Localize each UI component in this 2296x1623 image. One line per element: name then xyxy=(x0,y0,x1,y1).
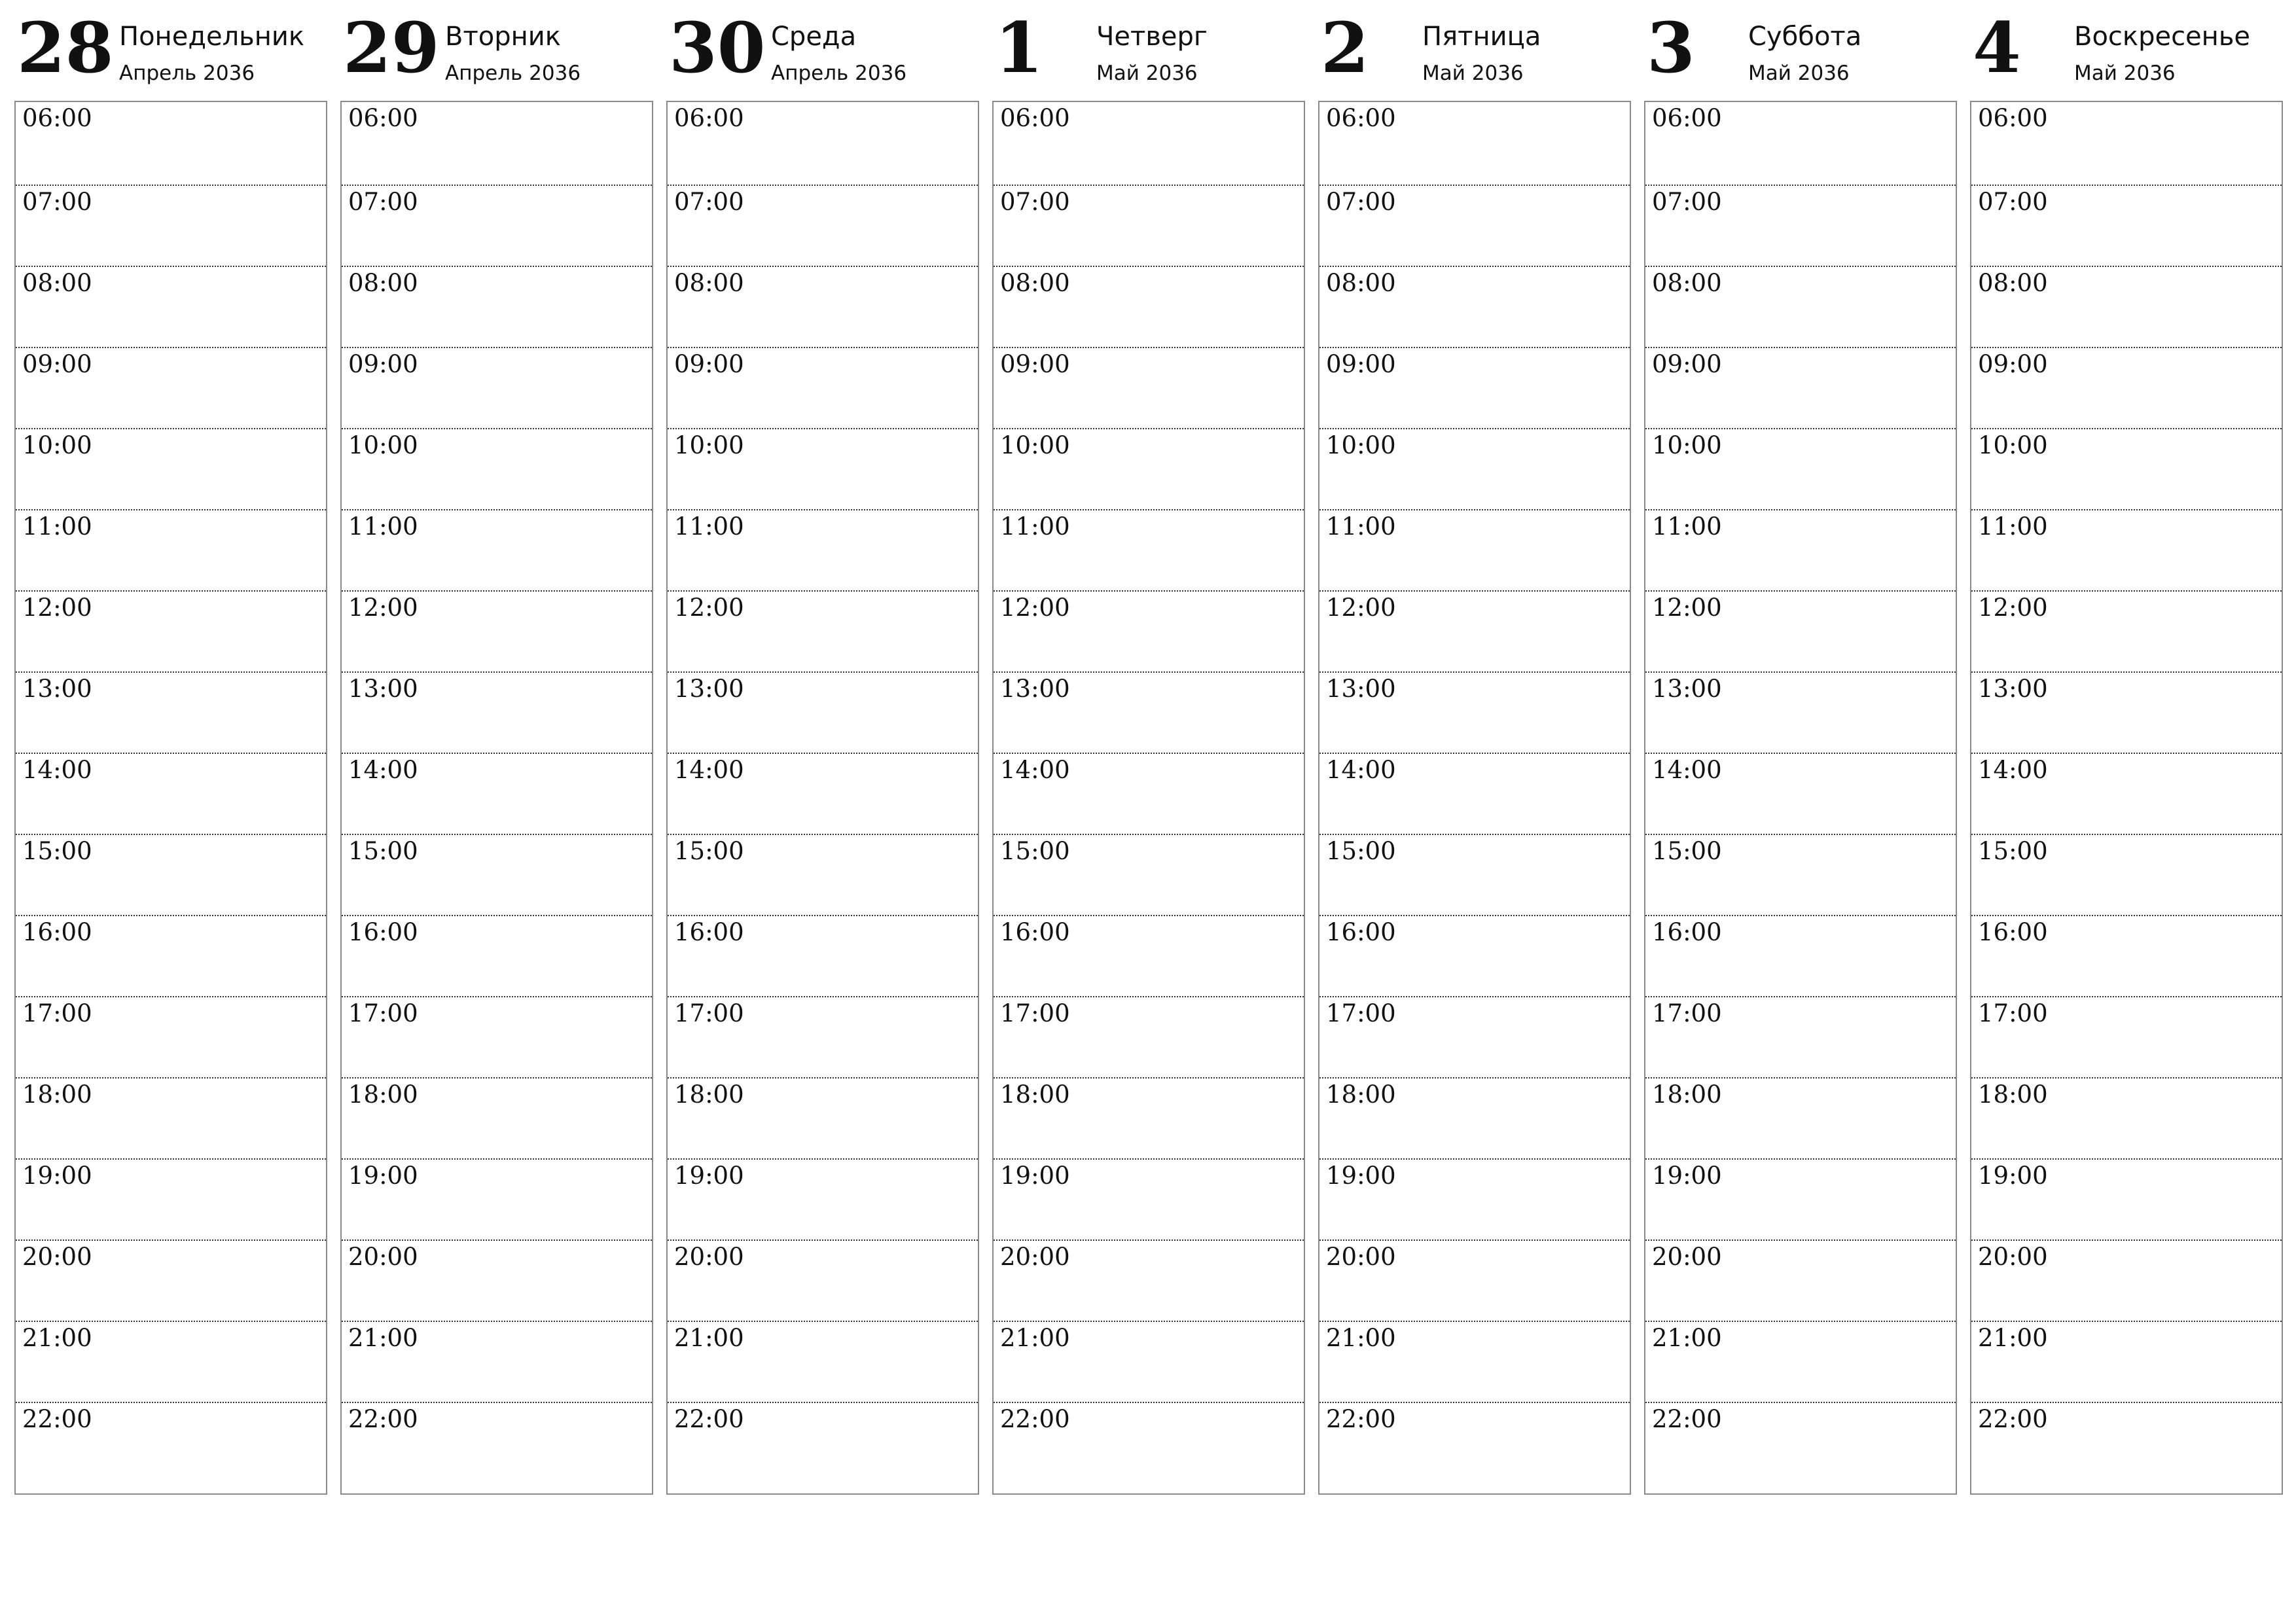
day-header xyxy=(1644,0,1957,101)
hour-label: 21:00 xyxy=(22,1324,92,1352)
hour-slot[interactable] xyxy=(1645,1077,1956,1158)
day-header xyxy=(340,0,653,101)
hour-label: 10:00 xyxy=(22,431,92,459)
day-number: 2 xyxy=(1321,7,1369,88)
weekday-name: Вторник xyxy=(445,22,561,52)
hour-label: 20:00 xyxy=(1000,1243,1070,1271)
hours-box xyxy=(666,101,979,1495)
hour-label: 20:00 xyxy=(1326,1243,1396,1271)
hour-label: 06:00 xyxy=(1652,104,1722,132)
hour-slot[interactable] xyxy=(1319,834,1630,915)
hour-slot[interactable] xyxy=(1971,266,2282,347)
hour-label: 06:00 xyxy=(1978,104,2048,132)
day-column xyxy=(666,0,979,1433)
hour-slot[interactable] xyxy=(1319,590,1630,671)
hour-slot[interactable] xyxy=(16,428,326,509)
hour-label: 13:00 xyxy=(1978,675,2048,703)
hour-label: 16:00 xyxy=(348,918,418,946)
hour-slot[interactable] xyxy=(668,102,978,185)
hour-label: 18:00 xyxy=(1326,1080,1396,1109)
hour-slot[interactable] xyxy=(1971,185,2282,266)
hour-label: 14:00 xyxy=(1652,756,1722,784)
hour-label: 17:00 xyxy=(1000,999,1070,1027)
hour-label: 19:00 xyxy=(348,1162,418,1190)
hour-label: 09:00 xyxy=(348,350,418,378)
month-year: Май 2036 xyxy=(1422,62,1524,85)
hour-label: 19:00 xyxy=(674,1162,744,1190)
hour-slot[interactable] xyxy=(994,102,1304,185)
hour-label: 20:00 xyxy=(1978,1243,2048,1271)
hour-slot[interactable] xyxy=(994,915,1304,996)
month-year: Май 2036 xyxy=(1096,62,1198,85)
hour-label: 22:00 xyxy=(1326,1405,1396,1433)
hour-slot[interactable] xyxy=(1319,1240,1630,1321)
hour-label: 16:00 xyxy=(1978,918,2048,946)
hour-label: 19:00 xyxy=(1978,1162,2048,1190)
hour-slot[interactable] xyxy=(994,1240,1304,1321)
hour-slot[interactable] xyxy=(342,347,652,428)
hours-box xyxy=(1318,101,1631,1495)
hour-label: 22:00 xyxy=(1000,1405,1070,1433)
month-year: Май 2036 xyxy=(1748,62,1850,85)
hour-slot[interactable] xyxy=(668,185,978,266)
hour-slot[interactable] xyxy=(1319,266,1630,347)
hour-label: 06:00 xyxy=(22,104,92,132)
hour-slot[interactable] xyxy=(16,915,326,996)
hour-slot[interactable] xyxy=(342,996,652,1077)
hour-label: 17:00 xyxy=(1652,999,1722,1027)
hour-slot[interactable] xyxy=(1319,753,1630,834)
hour-slot[interactable] xyxy=(668,347,978,428)
hour-slot[interactable] xyxy=(1645,509,1956,590)
hour-slot[interactable] xyxy=(668,915,978,996)
hour-slot[interactable] xyxy=(342,1158,652,1240)
hour-slot[interactable] xyxy=(342,102,652,185)
hour-label: 16:00 xyxy=(1326,918,1396,946)
hour-slot[interactable] xyxy=(16,590,326,671)
hour-label: 13:00 xyxy=(22,675,92,703)
hour-label: 21:00 xyxy=(1652,1324,1722,1352)
hours-box xyxy=(14,101,327,1495)
hour-slot[interactable] xyxy=(1319,1158,1630,1240)
hour-slot[interactable] xyxy=(342,185,652,266)
weekday-name: Пятница xyxy=(1422,22,1541,52)
hour-slot[interactable] xyxy=(1971,428,2282,509)
hour-label: 12:00 xyxy=(1000,594,1070,622)
hour-slot[interactable] xyxy=(668,1077,978,1158)
weekday-name: Четверг xyxy=(1096,22,1208,52)
hour-label: 10:00 xyxy=(348,431,418,459)
hour-label: 11:00 xyxy=(22,512,92,541)
hour-slot[interactable] xyxy=(994,428,1304,509)
hour-slot[interactable] xyxy=(994,1158,1304,1240)
hour-slot[interactable] xyxy=(1319,347,1630,428)
hour-slot[interactable] xyxy=(1645,428,1956,509)
day-column xyxy=(1644,0,1957,1433)
hour-label: 20:00 xyxy=(674,1243,744,1271)
hour-label: 08:00 xyxy=(674,269,744,297)
hour-slot[interactable] xyxy=(342,509,652,590)
hour-label: 14:00 xyxy=(1326,756,1396,784)
day-header xyxy=(14,0,327,101)
hour-slot[interactable] xyxy=(1645,1321,1956,1402)
hour-slot[interactable] xyxy=(16,1402,326,1483)
hour-slot[interactable] xyxy=(1645,347,1956,428)
hour-label: 22:00 xyxy=(348,1405,418,1433)
hour-slot[interactable] xyxy=(668,1321,978,1402)
hour-slot[interactable] xyxy=(1319,915,1630,996)
hour-slot[interactable] xyxy=(1971,1240,2282,1321)
hour-slot[interactable] xyxy=(994,185,1304,266)
hour-label: 11:00 xyxy=(674,512,744,541)
hour-label: 09:00 xyxy=(1000,350,1070,378)
hour-slot[interactable] xyxy=(668,671,978,753)
hour-label: 14:00 xyxy=(22,756,92,784)
hour-slot[interactable] xyxy=(16,102,326,185)
hour-label: 06:00 xyxy=(348,104,418,132)
hour-label: 14:00 xyxy=(1978,756,2048,784)
weekday-name: Среда xyxy=(771,22,857,52)
hour-slot[interactable] xyxy=(668,1402,978,1483)
hour-slot[interactable] xyxy=(994,266,1304,347)
hour-label: 09:00 xyxy=(1978,350,2048,378)
weekday-name: Суббота xyxy=(1748,22,1862,52)
hour-label: 15:00 xyxy=(1000,837,1070,865)
hour-label: 13:00 xyxy=(1652,675,1722,703)
hour-slot[interactable] xyxy=(16,185,326,266)
hour-label: 19:00 xyxy=(22,1162,92,1190)
hour-label: 09:00 xyxy=(1652,350,1722,378)
hour-label: 10:00 xyxy=(674,431,744,459)
hour-label: 06:00 xyxy=(1326,104,1396,132)
hour-slot[interactable] xyxy=(342,266,652,347)
hour-label: 08:00 xyxy=(1000,269,1070,297)
day-header xyxy=(666,0,979,101)
day-column xyxy=(340,0,653,1433)
hour-label: 13:00 xyxy=(348,675,418,703)
day-column xyxy=(992,0,1305,1433)
hour-slot[interactable] xyxy=(668,266,978,347)
hour-label: 20:00 xyxy=(1652,1243,1722,1271)
day-column xyxy=(1970,0,2283,1433)
day-number: 29 xyxy=(343,7,440,88)
hour-label: 06:00 xyxy=(1000,104,1070,132)
hour-slot[interactable] xyxy=(1645,1402,1956,1483)
hour-label: 16:00 xyxy=(1652,918,1722,946)
hour-label: 11:00 xyxy=(1000,512,1070,541)
hour-slot[interactable] xyxy=(994,996,1304,1077)
hour-label: 07:00 xyxy=(674,188,744,216)
hour-label: 07:00 xyxy=(1652,188,1722,216)
hour-label: 08:00 xyxy=(1326,269,1396,297)
hour-slot[interactable] xyxy=(342,1321,652,1402)
hour-slot[interactable] xyxy=(1971,347,2282,428)
hour-slot[interactable] xyxy=(1645,1240,1956,1321)
hour-label: 12:00 xyxy=(1326,594,1396,622)
hour-label: 12:00 xyxy=(22,594,92,622)
hour-label: 13:00 xyxy=(1000,675,1070,703)
hour-label: 09:00 xyxy=(22,350,92,378)
hour-label: 09:00 xyxy=(1326,350,1396,378)
hour-label: 10:00 xyxy=(1652,431,1722,459)
hour-slot[interactable] xyxy=(668,590,978,671)
hour-label: 18:00 xyxy=(1000,1080,1070,1109)
hour-slot[interactable] xyxy=(668,428,978,509)
hour-label: 07:00 xyxy=(1000,188,1070,216)
hour-slot[interactable] xyxy=(1971,671,2282,753)
hour-label: 17:00 xyxy=(1326,999,1396,1027)
hour-slot[interactable] xyxy=(994,671,1304,753)
hour-label: 17:00 xyxy=(1978,999,2048,1027)
hour-label: 07:00 xyxy=(348,188,418,216)
hour-slot[interactable] xyxy=(1319,509,1630,590)
hour-slot[interactable] xyxy=(16,834,326,915)
hour-slot[interactable] xyxy=(994,509,1304,590)
hour-slot[interactable] xyxy=(1971,753,2282,834)
hour-label: 15:00 xyxy=(348,837,418,865)
hour-label: 10:00 xyxy=(1326,431,1396,459)
hour-label: 11:00 xyxy=(1652,512,1722,541)
hour-slot[interactable] xyxy=(16,1240,326,1321)
hour-slot[interactable] xyxy=(1319,185,1630,266)
hour-slot[interactable] xyxy=(16,347,326,428)
day-column xyxy=(14,0,327,1433)
hour-slot[interactable] xyxy=(1645,266,1956,347)
hour-label: 21:00 xyxy=(348,1324,418,1352)
hour-label: 09:00 xyxy=(674,350,744,378)
hour-slot[interactable] xyxy=(1645,1158,1956,1240)
hour-label: 08:00 xyxy=(22,269,92,297)
weekday-name: Понедельник xyxy=(119,22,305,52)
hour-label: 21:00 xyxy=(674,1324,744,1352)
hour-label: 08:00 xyxy=(1978,269,2048,297)
hour-label: 16:00 xyxy=(22,918,92,946)
hour-label: 15:00 xyxy=(1652,837,1722,865)
hours-box xyxy=(1644,101,1957,1495)
hours-box xyxy=(340,101,653,1495)
hour-label: 12:00 xyxy=(1978,594,2048,622)
hour-slot[interactable] xyxy=(1971,915,2282,996)
day-number: 3 xyxy=(1647,7,1695,88)
hour-label: 18:00 xyxy=(1978,1080,2048,1109)
hour-slot[interactable] xyxy=(668,509,978,590)
hour-slot[interactable] xyxy=(994,590,1304,671)
hour-label: 21:00 xyxy=(1978,1324,2048,1352)
hour-label: 20:00 xyxy=(348,1243,418,1271)
hour-slot[interactable] xyxy=(342,915,652,996)
day-number: 1 xyxy=(995,7,1043,88)
hour-slot[interactable] xyxy=(994,1077,1304,1158)
hour-slot[interactable] xyxy=(994,1321,1304,1402)
day-number: 28 xyxy=(17,7,114,88)
hour-slot[interactable] xyxy=(342,834,652,915)
hour-label: 18:00 xyxy=(1652,1080,1722,1109)
hours-box xyxy=(1970,101,2283,1495)
hour-slot[interactable] xyxy=(668,753,978,834)
hour-label: 18:00 xyxy=(22,1080,92,1109)
hour-label: 13:00 xyxy=(674,675,744,703)
hour-label: 07:00 xyxy=(22,188,92,216)
hour-slot[interactable] xyxy=(1319,996,1630,1077)
hour-slot[interactable] xyxy=(994,1402,1304,1483)
hour-label: 14:00 xyxy=(1000,756,1070,784)
hour-slot[interactable] xyxy=(16,266,326,347)
hour-slot[interactable] xyxy=(668,834,978,915)
hour-slot[interactable] xyxy=(16,753,326,834)
hour-slot[interactable] xyxy=(1319,671,1630,753)
hour-label: 22:00 xyxy=(22,1405,92,1433)
hour-label: 19:00 xyxy=(1652,1162,1722,1190)
hour-slot[interactable] xyxy=(1971,1077,2282,1158)
hour-label: 22:00 xyxy=(1652,1405,1722,1433)
hour-slot[interactable] xyxy=(342,1402,652,1483)
hour-label: 12:00 xyxy=(348,594,418,622)
hour-slot[interactable] xyxy=(342,428,652,509)
day-header xyxy=(1318,0,1631,101)
hour-label: 15:00 xyxy=(1978,837,2048,865)
hour-label: 11:00 xyxy=(1978,512,2048,541)
hour-slot[interactable] xyxy=(994,834,1304,915)
hour-slot[interactable] xyxy=(16,1321,326,1402)
hour-label: 14:00 xyxy=(674,756,744,784)
hour-label: 17:00 xyxy=(22,999,92,1027)
hour-label: 11:00 xyxy=(1326,512,1396,541)
hour-slot[interactable] xyxy=(16,509,326,590)
hour-label: 16:00 xyxy=(674,918,744,946)
day-number: 4 xyxy=(1973,7,2021,88)
hour-slot[interactable] xyxy=(668,1158,978,1240)
day-header xyxy=(992,0,1305,101)
hour-label: 10:00 xyxy=(1000,431,1070,459)
hour-label: 22:00 xyxy=(674,1405,744,1433)
hour-slot[interactable] xyxy=(342,590,652,671)
hour-slot[interactable] xyxy=(342,671,652,753)
hour-slot[interactable] xyxy=(1645,915,1956,996)
hour-slot[interactable] xyxy=(1645,185,1956,266)
hour-slot[interactable] xyxy=(668,1240,978,1321)
hour-label: 07:00 xyxy=(1326,188,1396,216)
day-number: 30 xyxy=(669,7,766,88)
month-year: Апрель 2036 xyxy=(445,62,581,85)
month-year: Апрель 2036 xyxy=(119,62,255,85)
hour-slot[interactable] xyxy=(1971,1158,2282,1240)
hour-slot[interactable] xyxy=(1971,1321,2282,1402)
month-year: Апрель 2036 xyxy=(771,62,907,85)
hour-label: 12:00 xyxy=(674,594,744,622)
hour-slot[interactable] xyxy=(1319,428,1630,509)
hour-slot[interactable] xyxy=(994,347,1304,428)
day-header xyxy=(1970,0,2283,101)
hour-slot[interactable] xyxy=(1971,996,2282,1077)
hour-label: 06:00 xyxy=(674,104,744,132)
hour-label: 11:00 xyxy=(348,512,418,541)
weekday-name: Воскресенье xyxy=(2074,22,2251,52)
hour-label: 20:00 xyxy=(22,1243,92,1271)
hour-label: 08:00 xyxy=(348,269,418,297)
hour-label: 17:00 xyxy=(348,999,418,1027)
hour-label: 12:00 xyxy=(1652,594,1722,622)
hour-slot[interactable] xyxy=(1971,590,2282,671)
hour-slot[interactable] xyxy=(1971,1402,2282,1483)
hour-label: 18:00 xyxy=(674,1080,744,1109)
hour-label: 21:00 xyxy=(1326,1324,1396,1352)
hour-slot[interactable] xyxy=(1319,102,1630,185)
hour-slot[interactable] xyxy=(1319,1321,1630,1402)
hour-label: 18:00 xyxy=(348,1080,418,1109)
hour-slot[interactable] xyxy=(342,1240,652,1321)
hour-label: 10:00 xyxy=(1978,431,2048,459)
hour-slot[interactable] xyxy=(668,996,978,1077)
hour-label: 16:00 xyxy=(1000,918,1070,946)
hour-slot[interactable] xyxy=(1645,834,1956,915)
hour-slot[interactable] xyxy=(16,671,326,753)
day-column xyxy=(1318,0,1631,1433)
hour-slot[interactable] xyxy=(342,753,652,834)
hour-slot[interactable] xyxy=(16,996,326,1077)
hour-label: 15:00 xyxy=(22,837,92,865)
hour-slot[interactable] xyxy=(1971,834,2282,915)
hour-slot[interactable] xyxy=(1971,509,2282,590)
hour-slot[interactable] xyxy=(1645,753,1956,834)
hour-slot[interactable] xyxy=(16,1158,326,1240)
hour-label: 14:00 xyxy=(348,756,418,784)
hour-label: 21:00 xyxy=(1000,1324,1070,1352)
hours-box xyxy=(992,101,1305,1495)
hour-slot[interactable] xyxy=(994,753,1304,834)
hour-slot[interactable] xyxy=(342,1077,652,1158)
hour-label: 19:00 xyxy=(1000,1162,1070,1190)
hour-slot[interactable] xyxy=(1319,1077,1630,1158)
month-year: Май 2036 xyxy=(2074,62,2176,85)
hour-label: 17:00 xyxy=(674,999,744,1027)
hour-label: 15:00 xyxy=(674,837,744,865)
hour-slot[interactable] xyxy=(1645,102,1956,185)
hour-slot[interactable] xyxy=(1645,996,1956,1077)
hour-label: 19:00 xyxy=(1326,1162,1396,1190)
hour-slot[interactable] xyxy=(1319,1402,1630,1483)
hour-slot[interactable] xyxy=(16,1077,326,1158)
hour-label: 07:00 xyxy=(1978,188,2048,216)
hour-label: 13:00 xyxy=(1326,675,1396,703)
hour-slot[interactable] xyxy=(1971,102,2282,185)
hour-slot[interactable] xyxy=(1645,671,1956,753)
hour-label: 08:00 xyxy=(1652,269,1722,297)
hour-slot[interactable] xyxy=(1645,590,1956,671)
hour-label: 15:00 xyxy=(1326,837,1396,865)
hour-label: 22:00 xyxy=(1978,1405,2048,1433)
